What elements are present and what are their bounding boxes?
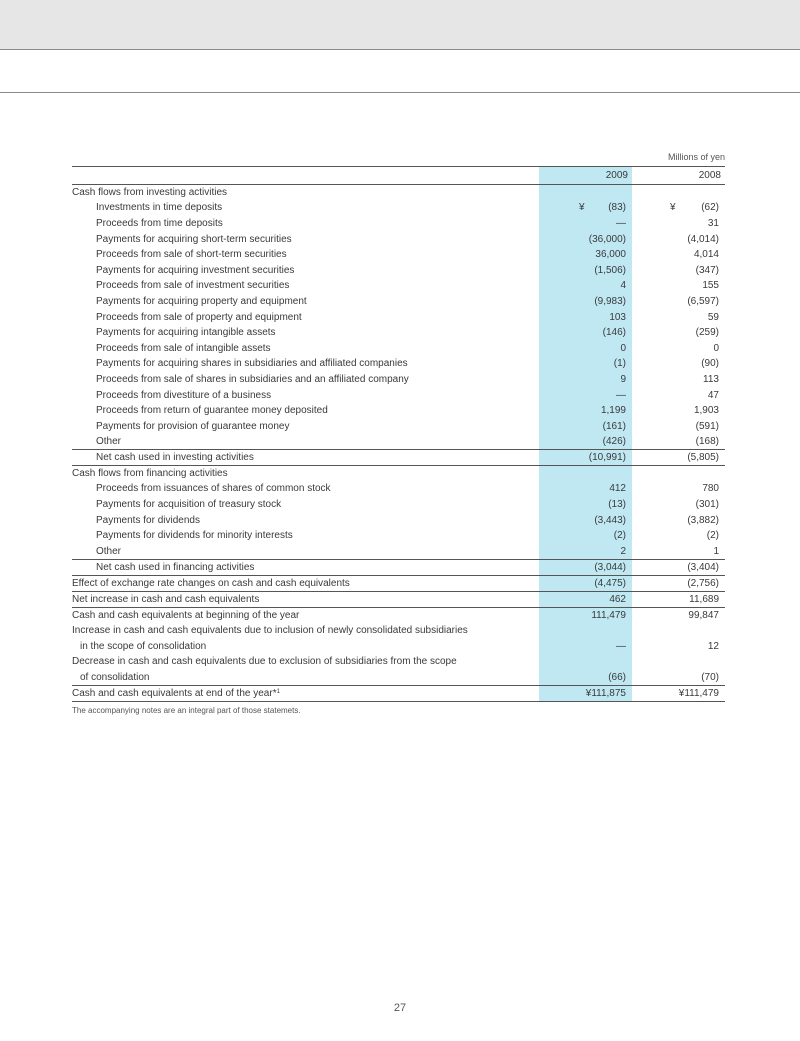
value-2009: (3,443) [539,512,632,528]
value-2009: 2 [539,544,632,560]
row-label: Payments for acquiring short-term securities [96,233,292,245]
value-2008: (5,805) [632,450,725,466]
table-row [72,607,725,623]
table-row [72,434,725,450]
value-2009: (2) [539,528,632,544]
header-label-cell [72,167,539,185]
value-2009: (10,991) [539,450,632,466]
value-2008 [632,654,725,670]
table-row [72,309,725,325]
value-2008: (301) [695,499,719,511]
row-label: Net cash used in financing activities [72,559,539,575]
row-label: Payments for acquiring investment securities [96,264,295,276]
table-row [72,200,725,216]
value-2009: 462 [539,591,632,607]
footnote: The accompanying notes are an integral part of those statemets. [72,705,301,715]
row-label: Increase in cash and cash equivalents due to inclusion of newly consolidated subsidiaries [72,625,468,637]
row-label: Net cash used in investing activities [72,450,539,466]
yen-sign: ¥ [670,202,676,214]
row-label: Proceeds from return of guarantee money deposited [96,405,328,417]
row-label: Proceeds from sale of investment securities [96,280,290,292]
value-2008: (3,404) [632,559,725,575]
row-label: Proceeds from sale of intangible assets [96,342,271,354]
row-label: Payments for dividends [96,514,200,526]
row-label: Payments for provision of guarantee money [96,420,290,432]
table-row [72,466,725,482]
table-row [72,356,725,372]
table-row [72,418,725,434]
value-2008: ¥111,479 [678,687,719,699]
row-label: of consolidation [80,671,150,683]
row-label: Effect of exchange rate changes on cash and cash equivalents [72,577,350,589]
value-2008: 155 [702,280,719,292]
year-2009-header: 2009 [539,167,632,185]
subtotal-row [72,450,725,466]
cash-flow-table [72,166,725,702]
value-2009 [539,654,632,670]
value-2009: (4,475) [539,575,632,591]
table-row [72,216,725,232]
row-label: Proceeds from issuances of shares of common stock [96,483,331,495]
table-row [72,481,725,497]
value-2009: 111,479 [539,607,632,623]
row-label: Investments in time deposits [96,202,223,214]
row-label: Proceeds from divestiture of a business [96,389,272,401]
value-2009: 9 [539,372,632,388]
value-2008: 113 [703,373,719,385]
value-2009: ¥111,875 [539,685,632,701]
row-label: Payments for acquiring property and equipment [96,295,307,307]
row-label: Proceeds from sale of property and equipment [96,311,302,323]
value-2008: (62) [701,202,719,214]
year-header-row [72,167,725,185]
table-row [72,247,725,263]
value-2008: (2) [706,530,719,542]
value-2009: 36,000 [539,247,632,263]
row-label: Payments for dividends for minority interests [96,530,293,542]
value-2009: (426) [539,434,632,450]
table-row [72,340,725,356]
row-label: Proceeds from time deposits [96,217,223,229]
units-label: Millions of yen [667,152,725,162]
row-label: Cash and cash equivalents at beginning of the year [72,609,300,621]
value-2008 [632,185,725,201]
table-row [72,231,725,247]
table-row [72,403,725,419]
footnote-marker: 1 [276,688,280,695]
row-label: Payments for acquiring shares in subsidiaries and affiliated companies [96,358,408,370]
table-row [72,591,725,607]
table-row [72,654,725,670]
value-2009: — [539,638,632,654]
value-2008: 4,014 [693,249,719,261]
table-row [72,670,725,686]
value-2009: — [539,216,632,232]
row-label: in the scope of consolidation [80,640,207,652]
value-2008: (168) [695,436,719,448]
value-2009: 4 [539,278,632,294]
table-row [72,512,725,528]
table-row [72,575,725,591]
value-2009-cell [539,200,632,216]
row-label: Payments for acquiring intangible assets [96,327,276,339]
value-2009 [539,466,632,482]
table-row [72,372,725,388]
row-label: Cash flows from investing activities [72,187,228,199]
row-label: Other [96,545,122,557]
table-row [72,325,725,341]
table-row [72,623,725,639]
yen-sign: ¥ [579,202,585,214]
value-2009: (9,983) [539,294,632,310]
value-2009: (1) [539,356,632,372]
header-divider [0,92,800,93]
row-label: Cash flows from financing activities [72,468,228,480]
year-2008-header: 2008 [698,170,721,181]
value-2008: 1,903 [693,405,719,417]
value-2008: (3,882) [687,514,719,526]
value-2008: (4,014) [687,233,719,245]
row-label: Cash and cash equivalents at end of the year* [72,687,277,699]
table-row [72,294,725,310]
row-label: Net increase in cash and cash equivalents [72,593,260,605]
subtotal-row [72,559,725,575]
row-label: Proceeds from sale of shares in subsidiaries and an affiliated company [96,373,409,385]
value-2008-cell [632,200,725,216]
value-2008: 31 [707,217,719,229]
value-2008: (6,597) [687,295,719,307]
value-2009: 412 [539,481,632,497]
value-2008: (259) [695,327,719,339]
value-2009: (83) [608,202,626,214]
value-2009: (146) [539,325,632,341]
table-row [72,497,725,513]
table-row [72,387,725,403]
value-2009: 103 [539,309,632,325]
cash-flow-statement [72,150,725,715]
value-2008: (347) [695,264,719,276]
table-row [72,262,725,278]
table-row [72,278,725,294]
page-number: 27 [393,1002,407,1014]
value-2009 [539,185,632,201]
value-2009: (161) [539,418,632,434]
value-2009: (3,044) [539,559,632,575]
value-2008: 59 [707,311,719,323]
row-label: Proceeds from sale of short-term securities [96,249,287,261]
value-2008: (2,756) [687,577,719,589]
value-2009: (13) [539,497,632,513]
value-2008: 47 [707,389,719,401]
row-label: Decrease in cash and cash equivalents due to exclusion of subsidiaries from the scope [72,656,457,668]
table-row [72,638,725,654]
value-2008: 12 [707,640,719,652]
value-2008 [632,623,725,639]
table-row [72,185,725,201]
value-2008: 0 [713,342,719,354]
table-row [72,528,725,544]
value-2008: 99,847 [688,609,719,621]
value-2009: (1,506) [539,262,632,278]
value-2008: 780 [702,483,719,495]
total-row [72,685,725,701]
value-2008: (70) [701,671,719,683]
value-2008: 1 [713,545,719,557]
value-2009: 0 [539,340,632,356]
value-2008: (591) [695,420,719,432]
value-2008 [632,466,725,482]
row-label-cell [72,685,539,701]
value-2009 [539,623,632,639]
value-2008: (90) [701,358,719,370]
table-row [72,544,725,560]
row-label: Payments for acquisition of treasury stock [96,499,282,511]
value-2008: 11,689 [689,593,719,605]
value-2009: 1,199 [539,403,632,419]
value-2009: (36,000) [539,231,632,247]
value-2009: (66) [539,670,632,686]
value-2009: — [539,387,632,403]
header-band [0,0,800,50]
row-label: Other [96,436,122,448]
